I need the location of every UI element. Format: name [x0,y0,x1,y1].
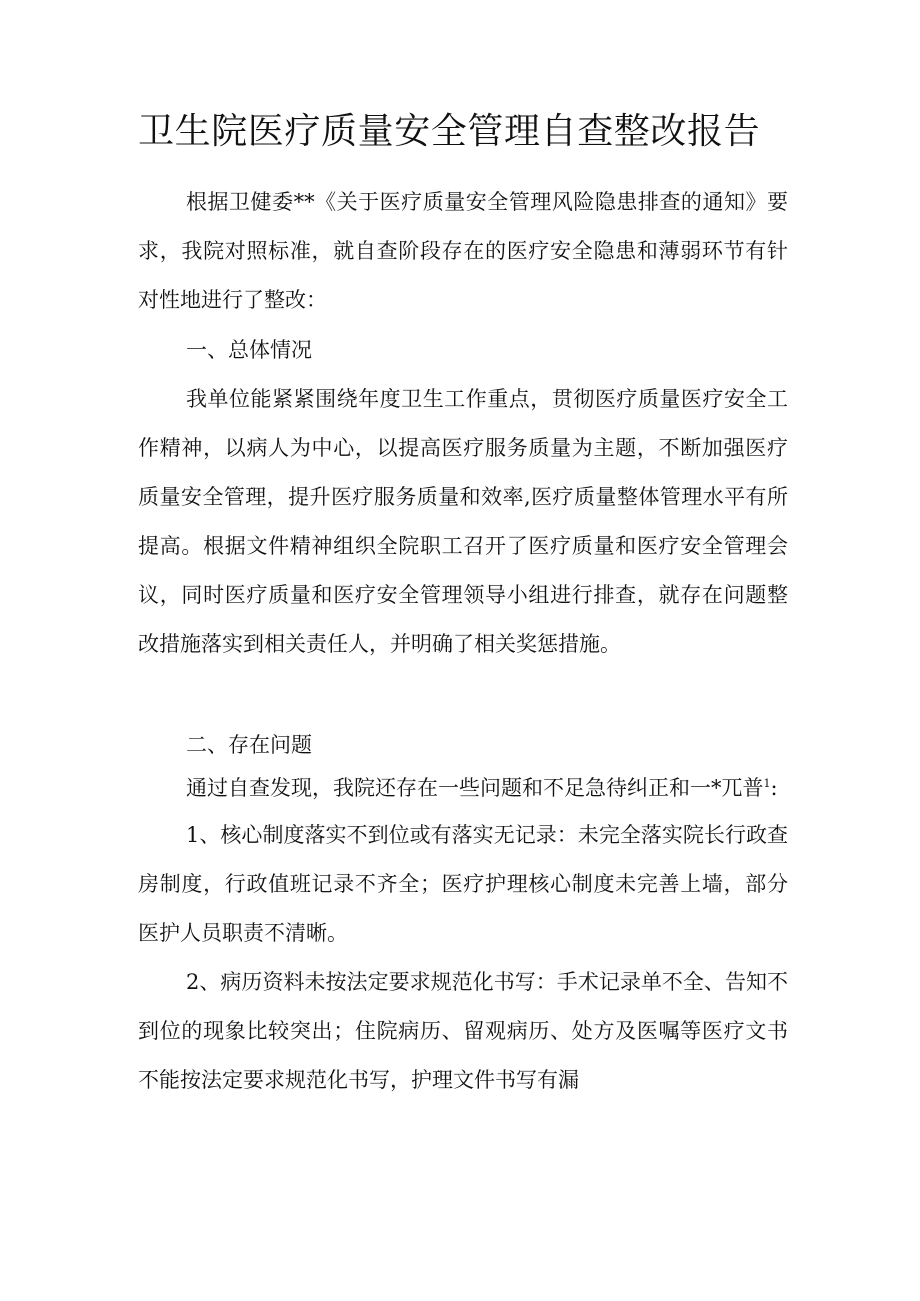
section-heading-overview: 一、总体情况 [186,338,312,362]
section-problems [138,721,788,1105]
section-overview [138,326,788,669]
overview-paragraph: 我单位能紧紧围绕年度卫生工作重点，贯彻医疗质量医疗安全工作精神，以病人为中心，以提高医疗服务质量为主题，不断加强医疗质量安全管理，提升医疗服务质量和效率,医疗质量整体管理水平有所提高。根据文件精神组织全院职工召开了医疗质量和医疗安全管理会议，同时医疗质量和医疗安全管理领导小组进行排查，就存在问题整改措施落实到相关责任人，并明确了相关奖惩措施。 [138,387,788,656]
problems-lead-paragraph [138,770,788,811]
intro-block [138,178,788,325]
intro-paragraph: 根据卫健委**《关于医疗质量安全管理风险隐患排查的通知》要求，我院对照标准，就自查阶段存在的医疗安全隐患和薄弱环节有针对性地进行了整改： [138,190,788,312]
problem-item-2: 2、病历资料未按法定要求规范化书写：手术记录单不全、告知不到位的现象比较突出；住院病历、留观病历、处方及医嘱等医疗文书不能按法定要求规范化书写，护理文件书写有漏 [138,970,788,1092]
section-heading-problems: 二、存在问题 [186,733,312,757]
document-title: 卫生院医疗质量安全管理自查整改报告 [138,111,761,152]
problems-lead-tail: : [770,776,778,800]
problems-lead-text: 通过自查发现，我院还存在一些问题和不足急待纠正和一*兀普 [186,776,764,800]
problem-item-1: 1、核心制度落实不到位或有落实无记录：未完全落实院长行政查房制度，行政值班记录不齐全；医疗护理核心制度未完善上墙，部分医护人员职责不清晰。 [138,823,788,945]
footnote-marker: 1 [763,777,771,790]
